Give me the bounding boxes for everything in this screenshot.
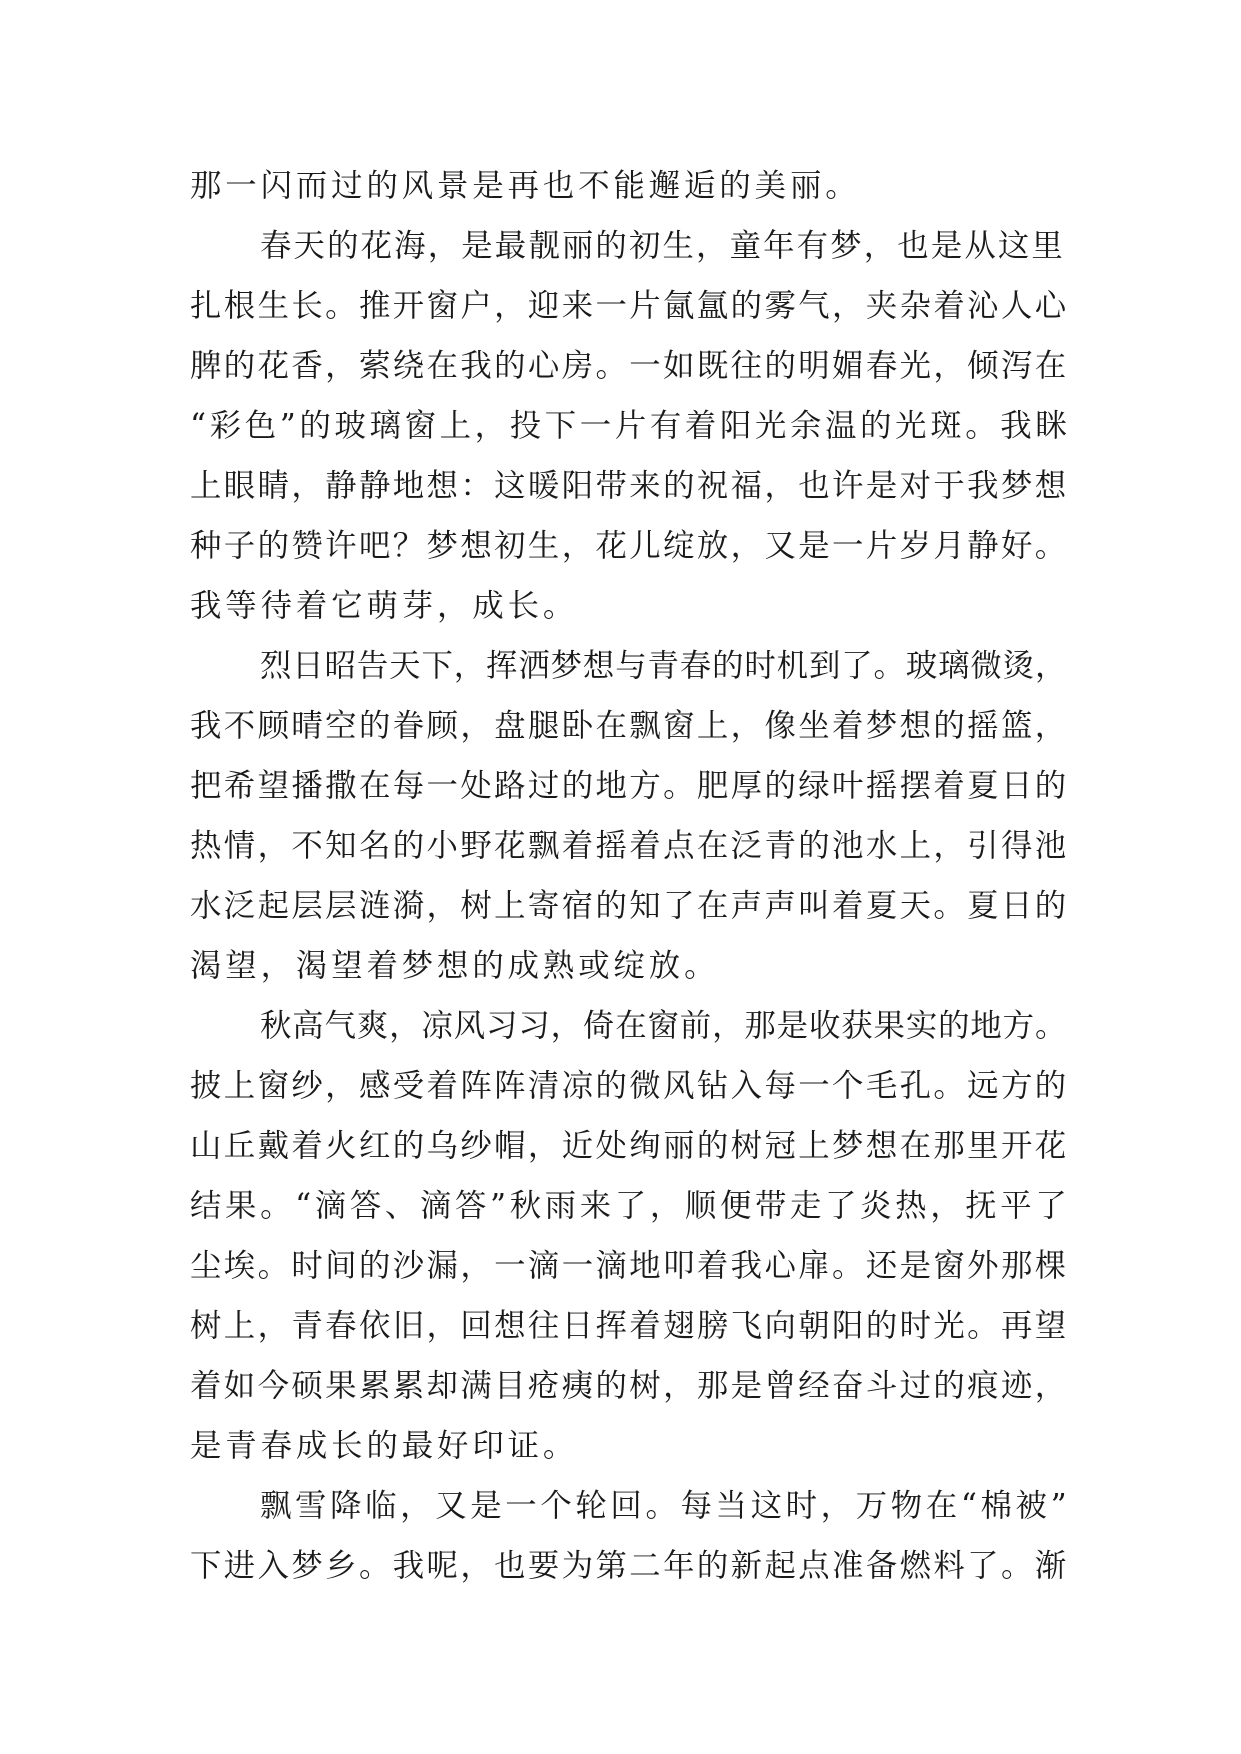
- text-line: 树上，青春依旧，回想往日挥着翅膀飞向朝阳的时光。再望: [190, 1308, 1069, 1344]
- text-line: 尘埃。时间的沙漏，一滴一滴地叩着我心扉。还是窗外那棵: [190, 1248, 1069, 1284]
- text-line: 渴望，渴望着梦想的成熟或绽放。: [190, 948, 720, 984]
- text-line: 下进入梦乡。我呢，也要为第二年的新起点准备燃料了。渐: [190, 1548, 1069, 1584]
- text-line: 披上窗纱，感受着阵阵清凉的微风钻入每一个毛孔。远方的: [190, 1068, 1069, 1104]
- paragraph: [190, 1476, 1070, 1596]
- text-line: 那一闪而过的风景是再也不能邂逅的美丽。: [190, 168, 861, 204]
- text-line: 把希望播撒在每一处路过的地方。肥厚的绿叶摇摆着夏日的: [190, 768, 1069, 804]
- paragraph: [190, 216, 1070, 636]
- text-line: 秋高气爽，凉风习习，倚在窗前，那是收获果实的地方。: [260, 1008, 1068, 1044]
- text-line: 山丘戴着火红的乌纱帽，近处绚丽的树冠上梦想在那里开花: [190, 1128, 1069, 1164]
- text-line: 我不顾晴空的眷顾，盘腿卧在飘窗上，像坐着梦想的摇篮，: [190, 708, 1069, 744]
- paragraph: [190, 156, 1070, 216]
- body-text: [190, 156, 1070, 1596]
- text-line: 种子的赞许吧？梦想初生，花儿绽放，又是一片岁月静好。: [190, 528, 1069, 564]
- text-line: 上眼睛，静静地想：这暖阳带来的祝福，也许是对于我梦想: [190, 468, 1069, 504]
- text-line: 飘雪降临，又是一个轮回。每当这时，万物在“棉被”: [260, 1488, 1071, 1524]
- text-line: 春天的花海，是最靓丽的初生，童年有梦，也是从这里: [260, 228, 1065, 264]
- text-line: 扎根生长。推开窗户，迎来一片氤氲的雾气，夹杂着沁人心: [190, 288, 1069, 324]
- text-line: 我等待着它萌芽，成长。: [190, 588, 579, 624]
- paragraph: [190, 636, 1070, 996]
- text-line: 着如今硕果累累却满目疮痍的树，那是曾经奋斗过的痕迹，: [190, 1368, 1069, 1404]
- paragraph: [190, 996, 1070, 1476]
- text-line: 烈日昭告天下，挥洒梦想与青春的时机到了。玻璃微烫，: [260, 648, 1068, 684]
- text-line: “彩色”的玻璃窗上，投下一片有着阳光余温的光斑。我眯: [190, 408, 1071, 444]
- text-line: 水泛起层层涟漪，树上寄宿的知了在声声叫着夏天。夏日的: [190, 888, 1069, 924]
- text-line: 是青春成长的最好印证。: [190, 1428, 579, 1464]
- text-line: 热情，不知名的小野花飘着摇着点在泛青的池水上，引得池: [190, 828, 1069, 864]
- text-line: 脾的花香，萦绕在我的心房。一如既往的明媚春光，倾泻在: [190, 348, 1069, 384]
- text-line: 结果。“滴答、滴答”秋雨来了，顺便带走了炎热，抚平了: [190, 1188, 1071, 1224]
